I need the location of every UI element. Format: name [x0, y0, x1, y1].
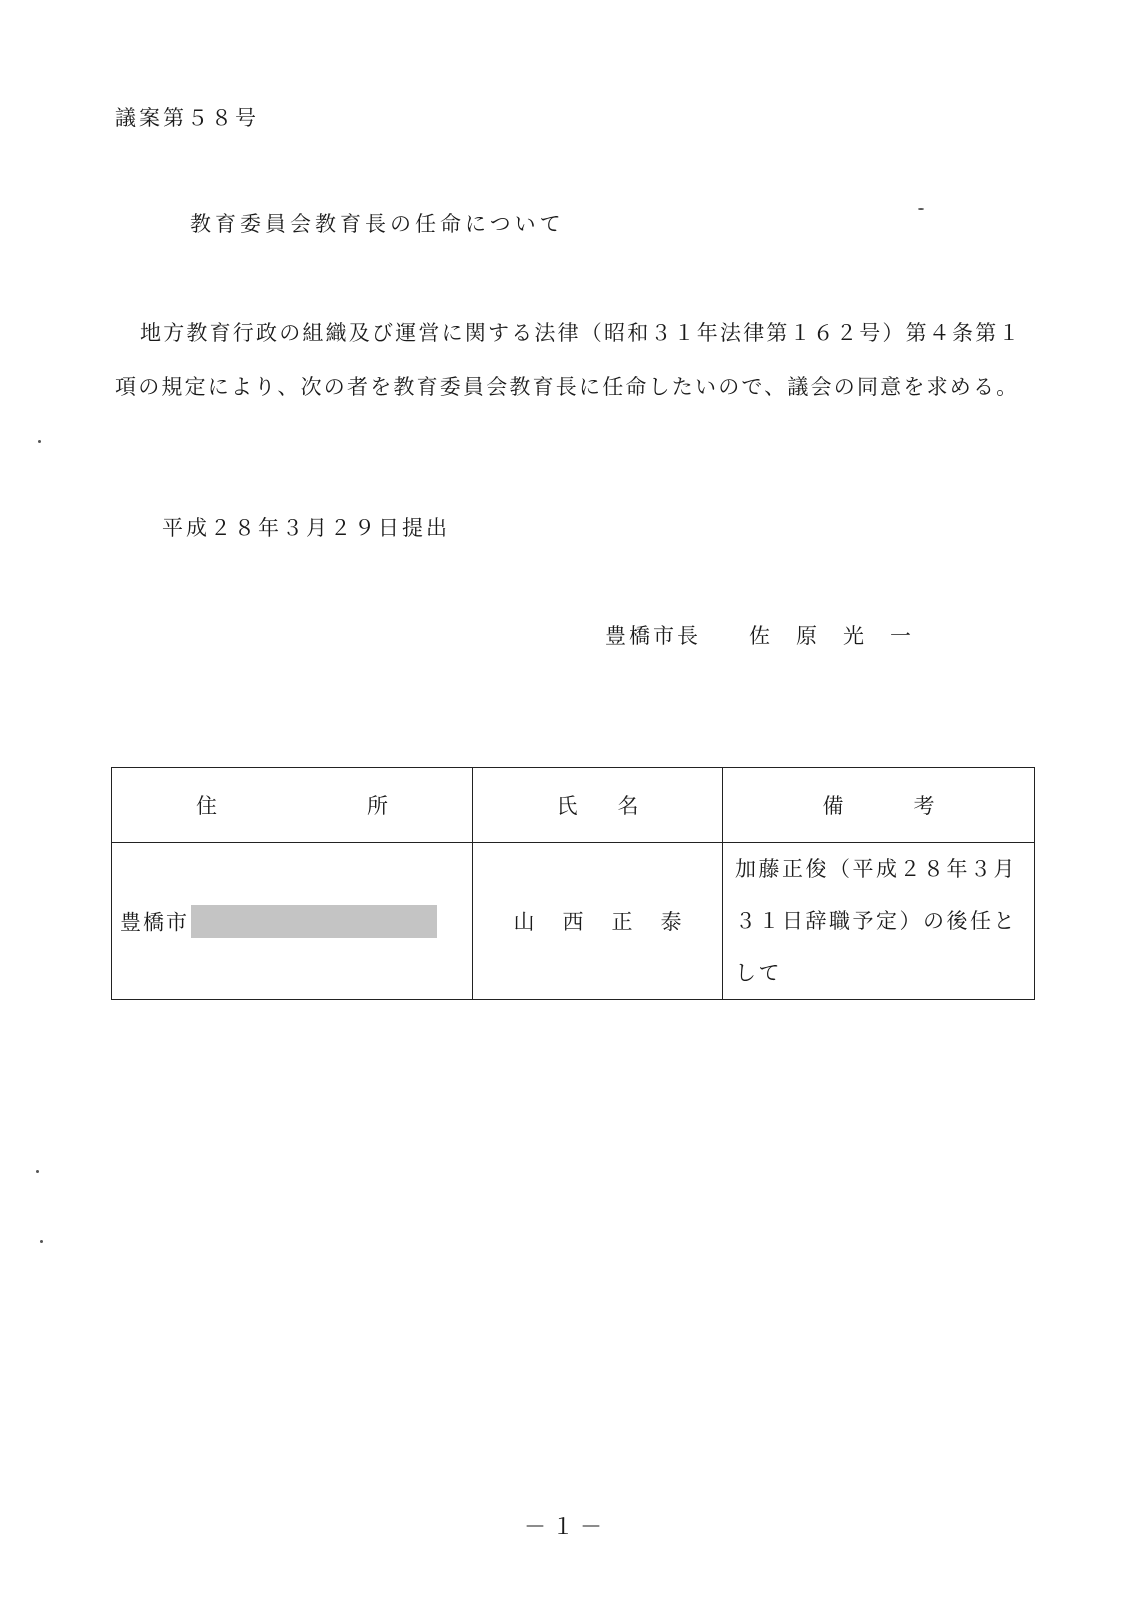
header-address: 住所 [112, 768, 473, 843]
appointee-table [111, 767, 1035, 1000]
bill-number: 議案第５８号 [115, 106, 259, 130]
header-name: 氏名 [473, 768, 723, 843]
cell-remarks: 加藤正俊（平成２８年３月３１日辞職予定）の後任として [723, 843, 1035, 1000]
table-row [112, 843, 1035, 1000]
body-paragraph: 地方教育行政の組織及び運営に関する法律（昭和３１年法律第１６２号）第４条第１項の規定により、次の者を教育委員会教育長に任命したいので、議会の同意を求める。 [115, 321, 1022, 399]
scan-speck [40, 1240, 43, 1243]
address-city: 豊橋市 [120, 910, 189, 934]
page-number: －１－ [523, 1515, 608, 1540]
cell-name: 山西正泰 [473, 843, 723, 1000]
scan-speck [918, 208, 924, 210]
scan-speck [38, 440, 41, 443]
signer-name: 佐原光一 [749, 624, 937, 648]
scan-speck [36, 1170, 39, 1173]
submission-date: 平成２８年３月２９日提出 [162, 516, 450, 540]
cell-address [112, 843, 473, 1000]
document-title: 教育委員会教育長の任命について [190, 212, 565, 236]
header-remarks: 備考 [723, 768, 1035, 843]
table-header-row [112, 768, 1035, 843]
signer-office: 豊橋市長 [605, 624, 701, 648]
redaction-block [191, 905, 437, 938]
signature-block [605, 620, 937, 650]
